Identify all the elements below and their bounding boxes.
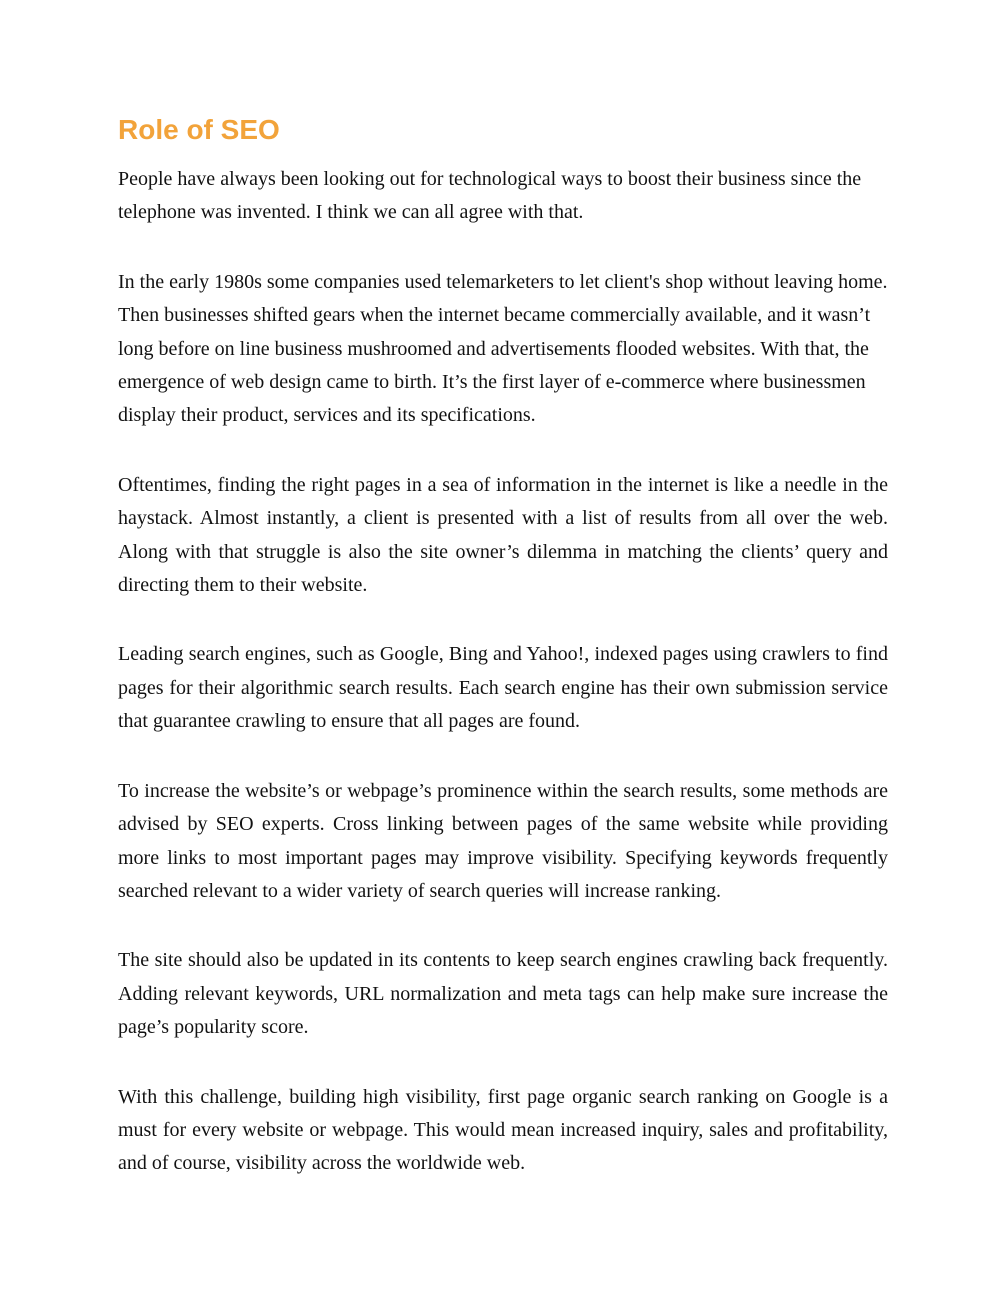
paragraph: Oftentimes, finding the right pages in a sea of information in the internet is like a needle in the haystack. Almost instantly, a client is presented with a list of results from all over the web. Along with that struggle is also the site owner’s dilemma in matching the clients’ query and directing them to their website. [118, 473, 888, 597]
paragraph: Leading search engines, such as Google, Bing and Yahoo!, indexed pages using crawlers to find pages for their algorithmic search results. Each search engine has their own submission service that guarantee crawling to ensure that all pages are found. [118, 643, 888, 733]
paragraph: To increase the website’s or webpage’s prominence within the search results, some methods are advised by SEO experts. Cross linking between pages of the same website while providing more links to most important pages may improve visibility. Specifying keywords frequently searched relevant to a wider variety of search queries will increase ranking. [118, 779, 888, 902]
paragraph: The site should also be updated in its contents to keep search engines crawling back frequently. Adding relevant keywords, URL normalization and meta tags can help make sure increase the page’s popularity score. [118, 949, 888, 1039]
paragraph: In the early 1980s some companies used telemarketers to let client's shop without leaving home. Then businesses shifted gears when the internet became commercially available, and it wasn’t long before on line business mushroomed and advertisements flooded websites. With that, the emergence of web design came to birth. It’s the first layer of e-commerce where businessmen display their product, services and its specifications. [118, 270, 888, 427]
paragraph: People have always been looking out for technological ways to boost their business since the telephone was invented. I think we can all agree with that. [118, 168, 862, 224]
page-title: Role of SEO [118, 114, 280, 145]
paragraph: With this challenge, building high visibility, first page organic search ranking on Google is a must for every website or webpage. This would mean increased inquiry, sales and profitability, and of course, visibility across the worldwide web. [118, 1085, 888, 1175]
